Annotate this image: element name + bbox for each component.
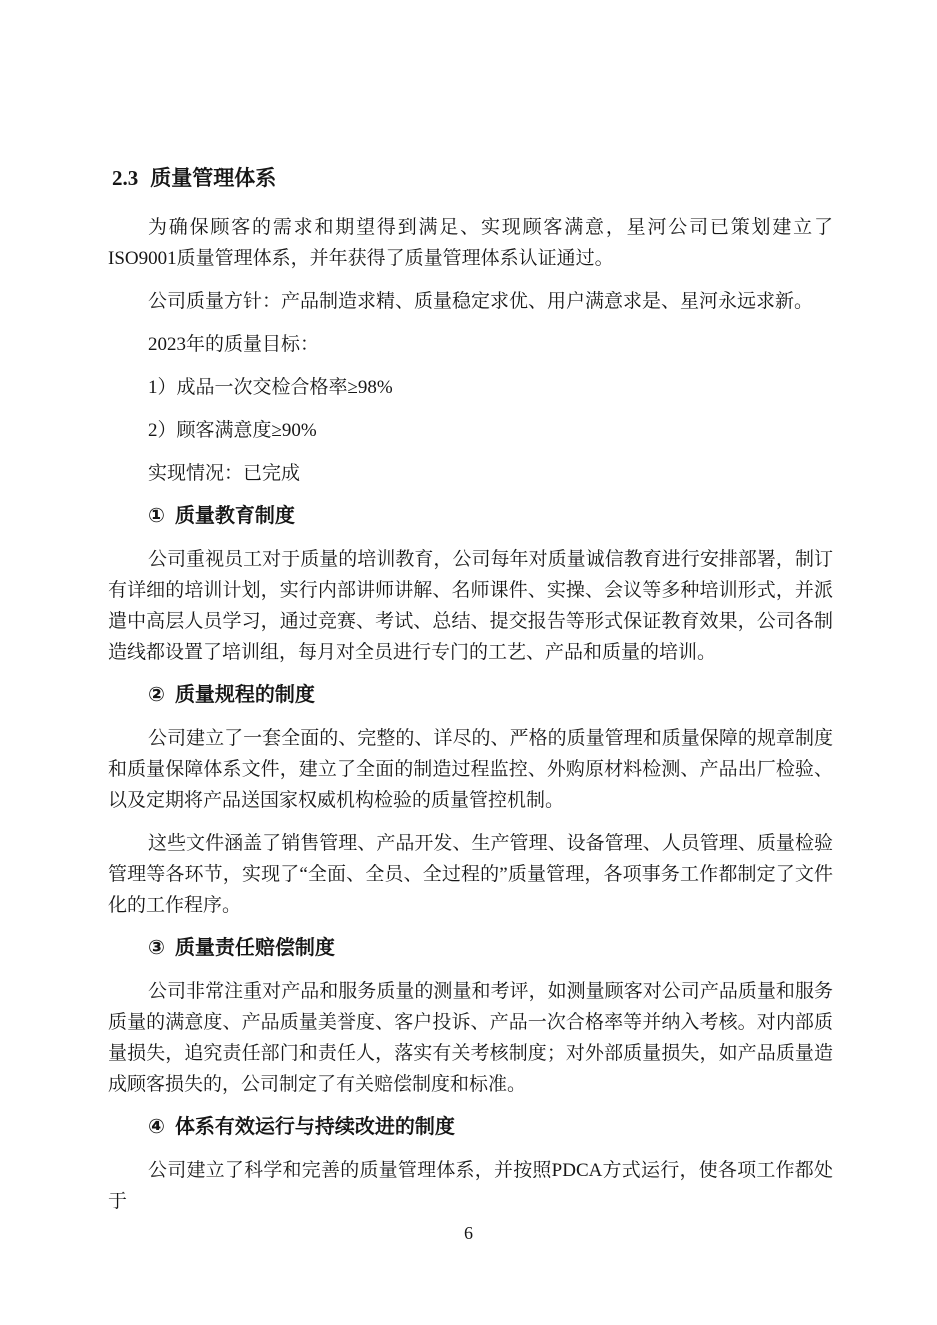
subsection-4-paragraph-1: 公司建立了科学和完善的质量管理体系，并按照PDCA方式运行，使各项工作都处于 [108, 1160, 833, 1212]
circled-number-3: ③ [148, 937, 165, 959]
section-heading [108, 163, 833, 194]
circled-number-2: ② [148, 684, 165, 706]
subsection-title-4: 体系有效运行与持续改进的制度 [174, 1116, 455, 1138]
subsection-1-paragraph-1: 公司重视员工对于质量的培训教育，公司每年对质量诚信教育进行安排部署，制订有详细的培训计划，实行内部讲师讲解、名师课件、实操、会议等多种培训形式，并派遣中高层人员学习，通过竞赛、考试、总结、提交报告等形式保证教育效果，公司各制造线都设置了培训组，每月对全员进行专门的工艺、产品和质量的培训。 [108, 549, 833, 663]
subsection-heading-1 [108, 501, 833, 532]
subsection-title-1: 质量教育制度 [174, 505, 295, 527]
goal-item-1: 1）成品一次交检合格率≥98% [148, 377, 393, 398]
page-number: 6 [464, 1223, 473, 1243]
subsection-heading-4 [108, 1112, 833, 1143]
subsection-title-3: 质量责任赔偿制度 [174, 937, 335, 959]
subsection-heading-2 [108, 680, 833, 711]
subsection-2-paragraph-1: 公司建立了一套全面的、完整的、详尽的、严格的质量管理和质量保障的规章制度和质量保障体系文件，建立了全面的制造过程监控、外购原材料检测、产品出厂检验、以及定期将产品送国家权威机构检验的质量管控机制。 [108, 728, 833, 811]
subsection-title-2: 质量规程的制度 [174, 684, 315, 706]
goal-status: 实现情况：已完成 [148, 463, 301, 484]
subsection-3-paragraph-1: 公司非常注重对产品和服务质量的测量和考评，如测量顾客对公司产品质量和服务质量的满意度、产品质量美誉度、客户投诉、产品一次合格率等并纳入考核。对内部质量损失，追究责任部门和责任人，落实有关考核制度；对外部质量损失，如产品质量造成顾客损失的，公司制定了有关赔偿制度和标准。 [108, 981, 833, 1095]
quality-policy-paragraph: 公司质量方针：产品制造求精、质量稳定求优、用户满意求是、星河永远求新。 [148, 291, 814, 312]
subsection-2-paragraph-2: 这些文件涵盖了销售管理、产品开发、生产管理、设备管理、人员管理、质量检验管理等各环节，实现了“全面、全员、全过程的”质量管理，各项事务工作都制定了文件化的工作程序。 [108, 833, 833, 916]
page-content [108, 163, 833, 1229]
goals-heading: 2023年的质量目标： [148, 334, 320, 355]
goal-item-2: 2）顾客满意度≥90% [148, 420, 317, 441]
section-title: 质量管理体系 [150, 167, 277, 190]
page-footer [0, 1218, 937, 1249]
section-number: 2.3 [112, 166, 139, 190]
subsection-heading-3 [108, 933, 833, 964]
intro-paragraph-1: 为确保顾客的需求和期望得到满足、实现顾客满意，星河公司已策划建立了ISO9001质量管理体系，并年获得了质量管理体系认证通过。 [108, 217, 833, 269]
circled-number-4: ④ [148, 1116, 165, 1138]
circled-number-1: ① [148, 505, 165, 527]
